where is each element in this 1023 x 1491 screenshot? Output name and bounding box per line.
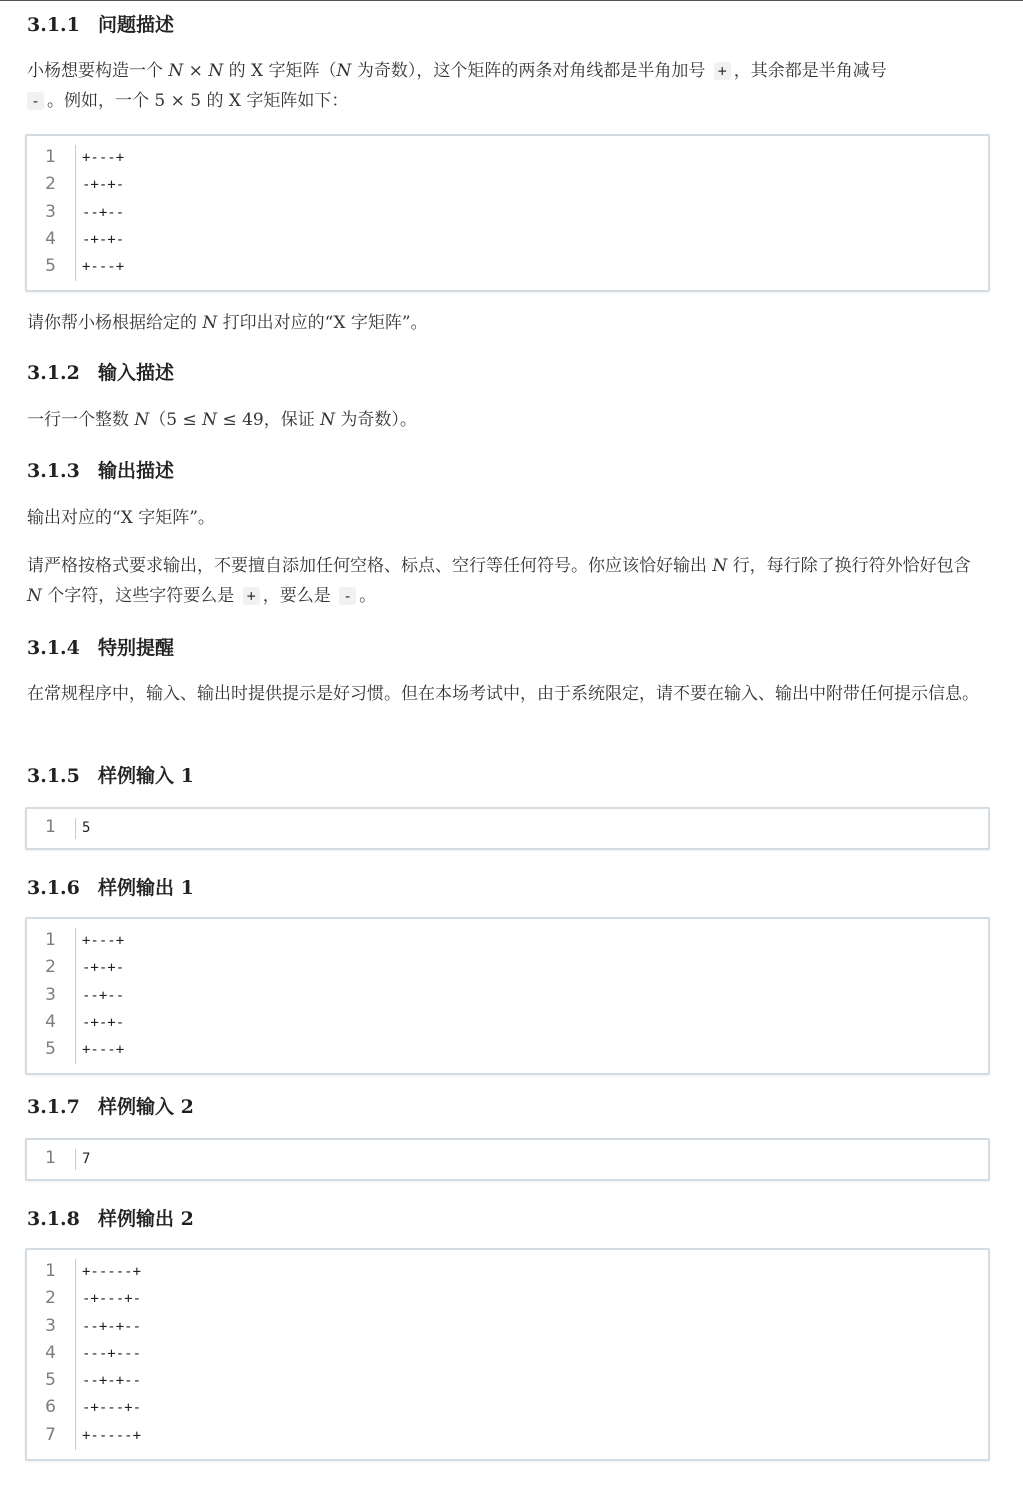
inline-code: -: [339, 587, 356, 605]
line-number: 1: [45, 1261, 56, 1281]
code-line: [27, 1010, 988, 1037]
line-number: 4: [45, 1011, 56, 1032]
line-number: 2: [45, 174, 56, 195]
code-text: +-----+: [82, 1427, 142, 1444]
code-line: [27, 254, 988, 281]
section-heading-problem: [27, 10, 174, 37]
math-var: N: [712, 556, 728, 576]
code-text: ---+---: [82, 1345, 142, 1362]
line-number: 1: [45, 1148, 56, 1168]
section-number: 3.1.1: [27, 14, 80, 36]
section-title: 输入描述: [98, 362, 175, 384]
code-text: -+-+-: [82, 960, 125, 977]
line-number: 4: [45, 228, 56, 249]
code-text: 5: [82, 820, 91, 836]
section-heading-input: [27, 358, 174, 385]
code-line: [27, 200, 988, 227]
code-line: [27, 983, 988, 1010]
math-var: N: [336, 61, 352, 81]
math-var: N: [134, 410, 150, 430]
code-line: [27, 1146, 988, 1173]
line-number: 2: [45, 957, 56, 978]
code-line: [27, 955, 988, 982]
section-heading-reminder: [27, 633, 174, 660]
line-number: 1: [45, 147, 56, 167]
text-run: 个字符，这些字符要么是: [47, 586, 235, 606]
text-run: 小杨想要构造一个: [27, 61, 163, 81]
section-title: 样例输入 1: [98, 765, 194, 787]
text-run: 为奇数），这个矩阵的两条对角线都是半角加号: [356, 61, 706, 81]
inline-code: -: [27, 92, 44, 110]
section-heading-sample-output-2: [27, 1204, 194, 1231]
math-var: N: [208, 61, 224, 81]
line-number: 3: [45, 201, 56, 222]
code-line: [27, 145, 988, 172]
text-run: ，要么是: [262, 586, 331, 606]
top-rule: [0, 0, 1023, 1]
section-title: 样例输出 2: [98, 1208, 194, 1230]
line-number: 5: [45, 1039, 56, 1060]
task-paragraph: [27, 308, 989, 338]
text-run: 。: [359, 586, 377, 606]
line-number: 4: [45, 1342, 56, 1363]
code-line: [27, 1341, 988, 1368]
code-line: [27, 928, 988, 955]
code-text: +---+: [82, 1042, 125, 1059]
math-var: N: [168, 61, 184, 81]
section-number: 3.1.3: [27, 460, 80, 482]
section-number: 3.1.6: [27, 877, 80, 899]
section-title: 输出描述: [98, 460, 175, 482]
line-number: 6: [45, 1397, 56, 1418]
code-text: +---+: [82, 150, 125, 166]
code-block-sample-output-1: [25, 917, 990, 1075]
code-text: -+-+-: [82, 231, 125, 248]
code-line: [27, 1395, 988, 1422]
code-text: +-----+: [82, 1264, 142, 1280]
section-number: 3.1.8: [27, 1208, 80, 1230]
section-heading-sample-input-2: [27, 1092, 194, 1119]
text-run: 的 X 字矩阵（: [228, 61, 337, 81]
line-number: 5: [45, 1370, 56, 1391]
text-run: 一行一个整数: [27, 410, 129, 430]
section-title: 特别提醒: [98, 637, 175, 659]
code-line: [27, 1286, 988, 1313]
section-title: 样例输出 1: [98, 877, 194, 899]
text-run: 打印出对应的“X 字矩阵”。: [222, 313, 428, 333]
code-line: [27, 1259, 988, 1286]
section-heading-sample-input-1: [27, 761, 194, 788]
code-text: 7: [82, 1151, 91, 1167]
text-run: 请严格按格式要求输出，不要擅自添加任何空格、标点、空行等任何符号。你应该恰好输出: [27, 556, 707, 576]
code-block-sample-output-2: [25, 1248, 990, 1461]
line-number: 3: [45, 984, 56, 1005]
code-line: [27, 815, 988, 842]
section-number: 3.1.4: [27, 637, 80, 659]
text-run: 行，每行除了换行符外恰好包含: [732, 556, 971, 576]
text-run: ，其余都是半角减号: [733, 61, 887, 81]
math-var: N: [202, 313, 218, 333]
code-text: --+-+--: [82, 1373, 142, 1390]
reminder-paragraph: [27, 679, 989, 709]
code-line: [27, 1368, 988, 1395]
line-number: 1: [45, 930, 56, 950]
math-var: N: [27, 586, 42, 606]
line-number: 1: [45, 817, 56, 837]
math-var: N: [320, 410, 335, 430]
code-line: [27, 172, 988, 199]
line-number: 7: [45, 1424, 56, 1445]
text-run: 为奇数）。: [340, 410, 417, 430]
code-block-example: [25, 134, 990, 292]
code-block-sample-input-1: [25, 807, 990, 850]
code-line: [27, 227, 988, 254]
section-number: 3.1.5: [27, 765, 80, 787]
math-var: N: [202, 410, 218, 430]
inline-code: +: [243, 587, 260, 605]
text-run: 输出对应的“X 字矩阵”。: [27, 508, 215, 528]
output-paragraph-2: [27, 551, 989, 611]
code-text: -+---+-: [82, 1291, 142, 1308]
section-title: 问题描述: [98, 14, 175, 36]
line-number: 5: [45, 256, 56, 277]
line-number: 3: [45, 1315, 56, 1336]
output-paragraph-1: [27, 503, 989, 533]
code-text: +---+: [82, 933, 125, 949]
code-line: [27, 1423, 988, 1450]
code-text: -+-+-: [82, 177, 125, 194]
problem-paragraph: [27, 56, 989, 116]
code-text: +---+: [82, 259, 125, 276]
section-number: 3.1.2: [27, 362, 80, 384]
text-run: 请你帮小杨根据给定的: [27, 313, 197, 333]
line-number: 2: [45, 1288, 56, 1309]
input-paragraph: [27, 405, 989, 435]
code-block-sample-input-2: [25, 1138, 990, 1181]
code-line: [27, 1037, 988, 1064]
text-run: （5 ≤: [149, 410, 197, 430]
inline-code: +: [714, 62, 731, 80]
code-line: [27, 1314, 988, 1341]
code-text: -+-+-: [82, 1014, 125, 1031]
code-text: --+-+--: [82, 1318, 142, 1335]
text-run: ×: [183, 61, 209, 81]
text-run: ≤ 49，保证: [222, 410, 315, 430]
section-title: 样例输入 2: [98, 1096, 194, 1118]
code-text: --+--: [82, 204, 125, 221]
text-run: 在常规程序中，输入、输出时提供提示是好习惯。但在本场考试中，由于系统限定，请不要在输入、输出中附带任何提示信息。: [27, 684, 979, 704]
code-text: -+---+-: [82, 1400, 142, 1417]
section-heading-output: [27, 456, 174, 483]
section-number: 3.1.7: [27, 1096, 80, 1118]
code-text: --+--: [82, 987, 125, 1004]
text-run: 。例如，一个 5 × 5 的 X 字矩阵如下：: [47, 91, 349, 111]
section-heading-sample-output-1: [27, 873, 194, 900]
